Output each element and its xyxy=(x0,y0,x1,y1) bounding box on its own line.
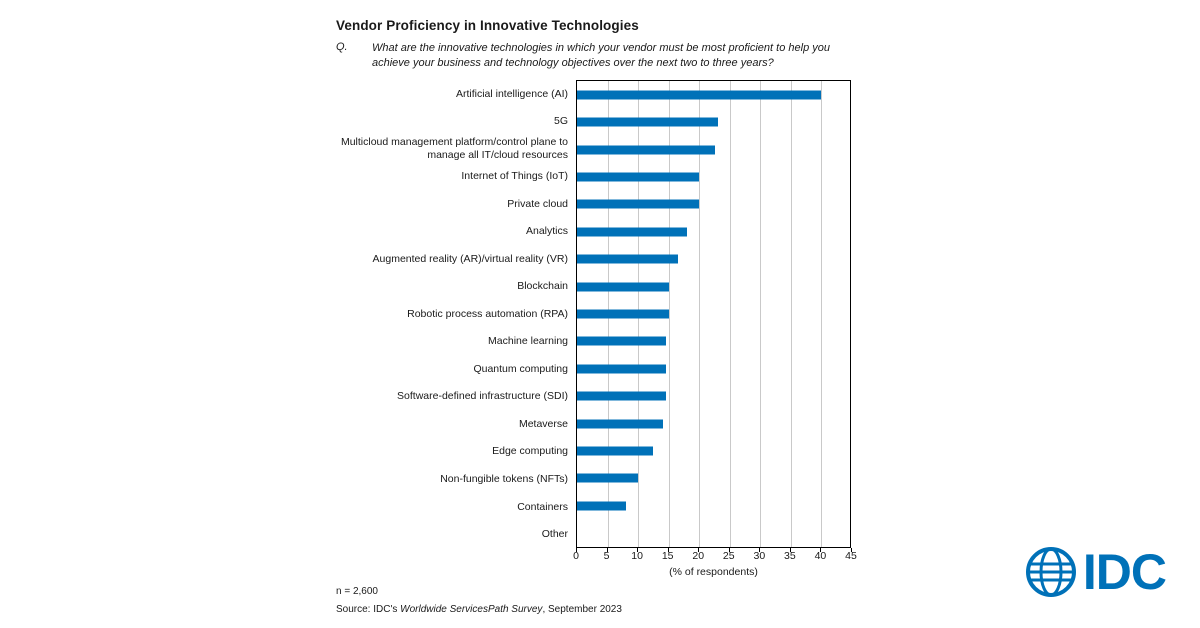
question-text: What are the innovative technologies in which your vendor must be most proficient to help you achieve your business and technology objectives over the next two to three years? xyxy=(372,42,830,69)
idc-logo xyxy=(1025,546,1166,598)
category-label: Private cloud xyxy=(507,197,568,210)
bar-row xyxy=(577,410,850,437)
category-label: Metaverse xyxy=(518,417,568,430)
bar xyxy=(577,364,666,373)
category-label: Edge computing xyxy=(492,445,568,458)
category-label: Robotic process automation (RPA) xyxy=(407,307,568,320)
category-label: Blockchain xyxy=(517,280,568,293)
category-label: Software-defined infrastructure (SDI) xyxy=(397,390,568,403)
category-label: Analytics xyxy=(525,225,568,238)
source-title: Worldwide ServicesPath Survey xyxy=(400,604,543,615)
x-tick-label: 45 xyxy=(845,550,857,562)
x-tick-label: 20 xyxy=(692,550,705,562)
idc-globe-icon xyxy=(1025,546,1077,598)
bar-row xyxy=(577,300,850,327)
sample-size-note: n = 2,600 xyxy=(336,586,378,597)
question-marker: Q. xyxy=(336,41,348,53)
bar-row xyxy=(577,218,850,245)
bar xyxy=(577,419,663,428)
bar xyxy=(577,200,699,209)
x-tick-label: 35 xyxy=(784,550,796,562)
bar xyxy=(577,309,669,318)
bar-row xyxy=(577,382,850,409)
source-note xyxy=(336,604,622,615)
bar xyxy=(577,337,666,346)
idc-wordmark: IDC xyxy=(1082,544,1166,600)
category-label: Quantum computing xyxy=(473,362,568,375)
x-tick-label: 30 xyxy=(753,550,766,562)
source-suffix: , September 2023 xyxy=(542,604,622,615)
page-title: Vendor Proficiency in Innovative Technologies xyxy=(336,18,639,33)
bar-row xyxy=(577,355,850,382)
bar xyxy=(577,474,638,483)
bar xyxy=(577,118,718,127)
category-label: Internet of Things (IoT) xyxy=(461,170,568,183)
x-axis-tick-labels xyxy=(573,550,857,564)
category-label: Other xyxy=(541,528,568,541)
bar xyxy=(577,145,715,154)
bar-series xyxy=(577,81,850,547)
x-tick-label: 5 xyxy=(603,550,610,562)
bar-row xyxy=(577,437,850,464)
bar xyxy=(577,90,821,99)
category-axis-labels xyxy=(336,80,572,548)
bar xyxy=(577,172,699,181)
bar-row xyxy=(577,245,850,272)
bar xyxy=(577,227,687,236)
bar-row xyxy=(577,136,850,163)
x-tick-label: 10 xyxy=(631,550,643,562)
x-tick-label: 0 xyxy=(573,550,579,562)
plot-area xyxy=(576,80,851,548)
bar-row xyxy=(577,108,850,135)
x-tick-label: 15 xyxy=(661,550,674,562)
x-tick-label: 40 xyxy=(814,550,827,562)
bar-row xyxy=(577,328,850,355)
category-label: Containers xyxy=(517,500,568,513)
x-axis-label: (% of respondents) xyxy=(669,566,758,578)
bar xyxy=(577,501,626,510)
bar-chart xyxy=(336,80,857,578)
source-prefix: Source: IDC's xyxy=(336,604,401,615)
bar-row xyxy=(577,273,850,300)
x-tick-label: 25 xyxy=(722,550,735,562)
bar xyxy=(577,446,653,455)
bar-row xyxy=(577,81,850,108)
category-label: Machine learning xyxy=(488,335,568,348)
question-block xyxy=(336,41,866,70)
category-label: Artificial intelligence (AI) xyxy=(455,87,568,100)
bar xyxy=(577,255,678,264)
bar-row xyxy=(577,492,850,519)
bar-row xyxy=(577,163,850,190)
category-label: Augmented reality (AR)/virtual reality (VR) xyxy=(372,252,568,265)
bar-row xyxy=(577,465,850,492)
bar xyxy=(577,282,669,291)
bar-row xyxy=(577,520,850,547)
bar-row xyxy=(577,191,850,218)
category-label: Multicloud management platform/control plane to manage all IT/cloud resources xyxy=(340,136,568,161)
category-label: 5G xyxy=(553,115,568,128)
bar xyxy=(577,392,666,401)
category-label: Non-fungible tokens (NFTs) xyxy=(440,473,568,486)
